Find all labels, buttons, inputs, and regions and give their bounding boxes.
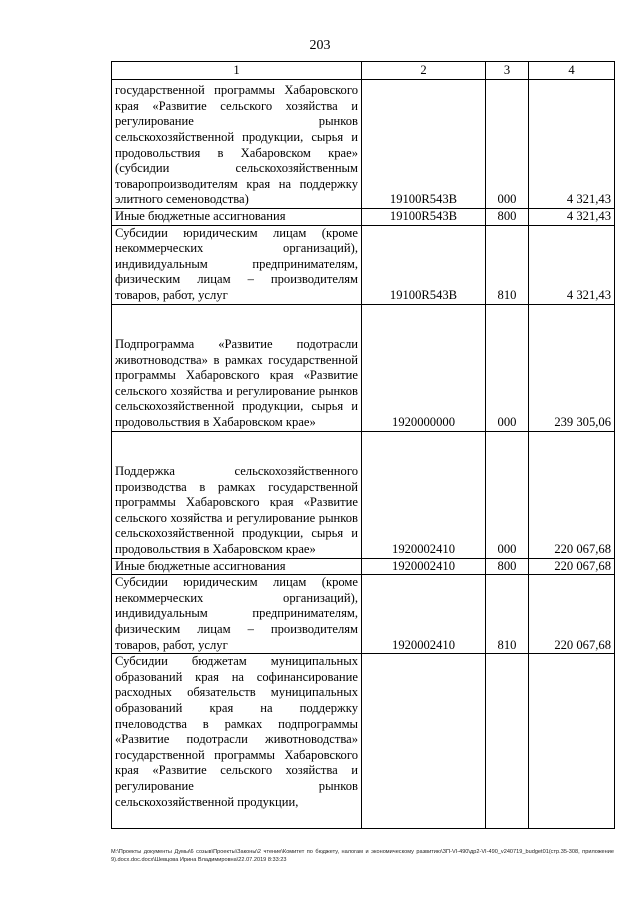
row-sum <box>529 654 615 829</box>
row-vr: 000 <box>486 304 529 431</box>
row-vr: 810 <box>486 575 529 654</box>
row-sum: 4 321,43 <box>529 225 615 304</box>
header-col-2: 2 <box>362 62 486 80</box>
row-vr: 800 <box>486 558 529 575</box>
row-name: Поддержка сельскохозяйственного производства в рамках государственной программы Хабаровского края «Развитие сельского хозяйства и регулирование рынков сельскохозяйственной продукции, сырья и продовольствия в Хабаровском крае» <box>112 431 362 558</box>
header-col-4: 4 <box>529 62 615 80</box>
table-row <box>112 558 615 575</box>
row-csr: 1920002410 <box>362 558 486 575</box>
row-sum: 4 321,43 <box>529 209 615 226</box>
row-csr: 19100R543B <box>362 209 486 226</box>
row-vr <box>486 654 529 829</box>
row-sum: 4 321,43 <box>529 80 615 209</box>
budget-table <box>111 61 615 829</box>
table-row <box>112 225 615 304</box>
table-row <box>112 431 615 558</box>
table-row <box>112 654 615 829</box>
row-name: Субсидии юридическим лицам (кроме некоммерческих организаций), индивидуальным предпринимателям, физическим лицам – производителям товаров, работ, услуг <box>112 575 362 654</box>
row-csr: 1920002410 <box>362 575 486 654</box>
row-name: Субсидии бюджетам муниципальных образований края на софинансирование расходных обязательств муниципальных образований края на поддержку пчеловодства в рамках подпрограммы «Развитие подотрасли животноводства» государственной программы Хабаровского края «Развитие сельского хозяйства и регулирование рынков сельскохозяйственной продукции, <box>112 654 362 829</box>
row-name: государственной программы Хабаровского края «Развитие сельского хозяйства и регулирование рынков сельскохозяйственной продукции, сырья и продовольствия в Хабаровском крае» (субсидии сельскохозяйственным товаропроизводителям края на поддержку элитного семеноводства) <box>112 80 362 209</box>
row-sum: 220 067,68 <box>529 575 615 654</box>
page-number: 203 <box>309 38 331 53</box>
row-vr: 800 <box>486 209 529 226</box>
table-row <box>112 304 615 431</box>
table-row <box>112 575 615 654</box>
row-vr: 000 <box>486 431 529 558</box>
row-csr: 19100R543B <box>362 80 486 209</box>
row-name: Субсидии юридическим лицам (кроме некоммерческих организаций), индивидуальным предпринимателям, физическим лицам – производителям товаров, работ, услуг <box>112 225 362 304</box>
document-path-footer: M:\Проекты документы Думы\6 созыв\Проекты\Законы\2 чтение\Комитет по бюджету, налогам и экономическому развитию\ЗП-VI-490\др2-VI-490_v240719_budget01(стр.35-308, приложение 9).docx.doc.docx\Шевцова Ирина Владимировна\22.07.2019 8:33:23 <box>111 849 614 863</box>
row-sum: 220 067,68 <box>529 558 615 575</box>
row-vr: 810 <box>486 225 529 304</box>
row-csr: 1920000000 <box>362 304 486 431</box>
row-name: Иные бюджетные ассигнования <box>112 558 362 575</box>
row-csr <box>362 654 486 829</box>
row-csr: 1920002410 <box>362 431 486 558</box>
row-csr: 19100R543B <box>362 225 486 304</box>
row-name: Подпрограмма «Развитие подотрасли животноводства» в рамках государственной программы Хабаровского края «Развитие сельского хозяйства и регулирование рынков сельскохозяйственной продукции, сырья и продовольствия в Хабаровском крае» <box>112 304 362 431</box>
row-vr: 000 <box>486 80 529 209</box>
table-row <box>112 209 615 226</box>
row-sum: 220 067,68 <box>529 431 615 558</box>
table-header-row <box>112 62 615 80</box>
header-col-3: 3 <box>486 62 529 80</box>
table-row <box>112 80 615 209</box>
row-name: Иные бюджетные ассигнования <box>112 209 362 226</box>
row-sum: 239 305,06 <box>529 304 615 431</box>
header-col-1: 1 <box>112 62 362 80</box>
